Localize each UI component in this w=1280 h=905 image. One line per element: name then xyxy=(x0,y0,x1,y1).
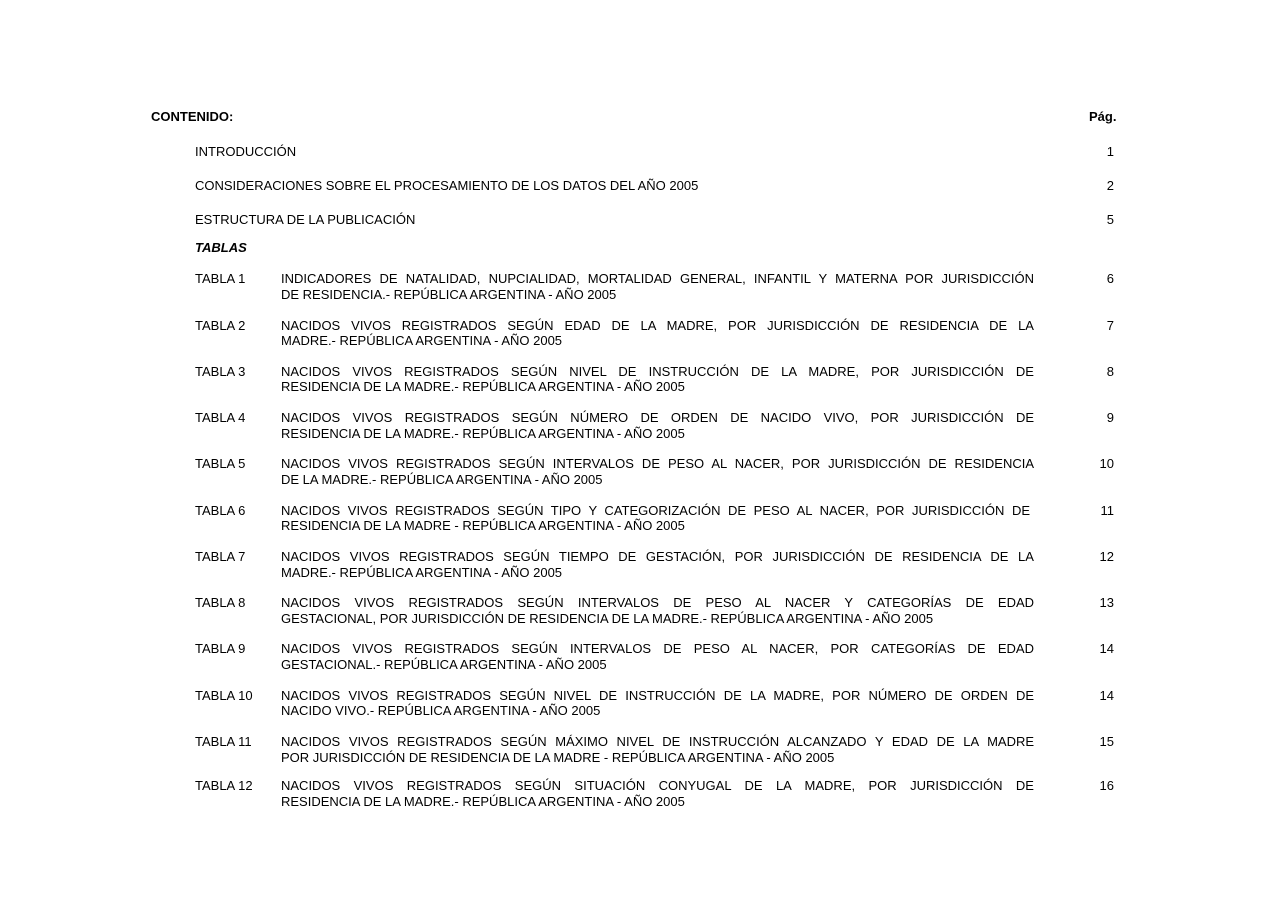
table-label: TABLA 1 xyxy=(195,271,246,286)
table-page: 13 xyxy=(1099,595,1114,610)
table-title-line2: DE RESIDENCIA.- REPÚBLICA ARGENTINA - AÑO 2005 xyxy=(281,287,617,302)
tables-heading: TABLAS xyxy=(195,240,247,255)
table-label: TABLA 4 xyxy=(195,410,246,425)
table-title-line1: NACIDOS VIVOS REGISTRADOS SEGÚN NÚMERO DE ORDEN DE NACIDO VIVO, POR JURISDICCIÓN DE xyxy=(281,410,1035,425)
toc-entry-introduccion: INTRODUCCIÓN xyxy=(195,144,297,159)
table-page: 14 xyxy=(1099,688,1114,703)
table-title-line2: RESIDENCIA DE LA MADRE.- REPÚBLICA ARGENTINA - AÑO 2005 xyxy=(281,426,685,441)
table-label: TABLA 11 xyxy=(195,734,252,749)
table-title-line2: GESTACIONAL.- REPÚBLICA ARGENTINA - AÑO 2005 xyxy=(281,657,607,672)
contents-heading: CONTENIDO: xyxy=(151,109,234,124)
table-title-line2: MADRE.- REPÚBLICA ARGENTINA - AÑO 2005 xyxy=(281,333,563,348)
table-title-line1: INDICADORES DE NATALIDAD, NUPCIALIDAD, MORTALIDAD GENERAL, INFANTIL Y MATERNA POR JURISDICCIÓN xyxy=(281,271,1034,286)
table-label: TABLA 10 xyxy=(195,688,253,703)
table-title-line2: NACIDO VIVO.- REPÚBLICA ARGENTINA - AÑO 2005 xyxy=(281,703,601,718)
table-page: 15 xyxy=(1099,734,1114,749)
table-title-line1: NACIDOS VIVOS REGISTRADOS SEGÚN INTERVALOS DE PESO AL NACER, POR JURISDICCIÓN DE RESIDENCIA xyxy=(281,456,1035,471)
table-title-line2: RESIDENCIA DE LA MADRE - REPÚBLICA ARGENTINA - AÑO 2005 xyxy=(281,518,685,533)
table-page: 11 xyxy=(1100,503,1114,518)
table-title-line1: NACIDOS VIVOS REGISTRADOS SEGÚN EDAD DE LA MADRE, POR JURISDICCIÓN DE RESIDENCIA DE LA xyxy=(281,318,1034,333)
table-title-line2: RESIDENCIA DE LA MADRE.- REPÚBLICA ARGENTINA - AÑO 2005 xyxy=(281,794,685,809)
table-title-line1: NACIDOS VIVOS REGISTRADOS SEGÚN NIVEL DE INSTRUCCIÓN DE LA MADRE, POR JURISDICCIÓN DE xyxy=(281,364,1034,379)
toc-entry-page: 1 xyxy=(1106,144,1114,159)
table-page: 14 xyxy=(1099,641,1114,656)
table-page: 8 xyxy=(1106,364,1114,379)
page-column-heading: Pág. xyxy=(1089,109,1117,124)
table-label: TABLA 8 xyxy=(195,595,246,610)
table-label: TABLA 9 xyxy=(195,641,246,656)
table-page: 7 xyxy=(1106,318,1114,333)
table-title-line2: DE LA MADRE.- REPÚBLICA ARGENTINA - AÑO 2005 xyxy=(281,472,603,487)
table-label: TABLA 7 xyxy=(195,549,246,564)
table-title-line1: NACIDOS VIVOS REGISTRADOS SEGÚN MÁXIMO NIVEL DE INSTRUCCIÓN ALCANZADO Y EDAD DE LA MADRE xyxy=(281,734,1035,749)
table-page: 10 xyxy=(1099,456,1114,471)
table-page: 16 xyxy=(1099,778,1114,793)
table-title-line2: MADRE.- REPÚBLICA ARGENTINA - AÑO 2005 xyxy=(281,565,563,580)
table-label: TABLA 5 xyxy=(195,456,246,471)
table-label: TABLA 3 xyxy=(195,364,246,379)
table-label: TABLA 2 xyxy=(195,318,246,333)
table-title-line2: GESTACIONAL, POR JURISDICCIÓN DE RESIDENCIA DE LA MADRE.- REPÚBLICA ARGENTINA - AÑO 2005 xyxy=(281,611,934,626)
table-title-line1: NACIDOS VIVOS REGISTRADOS SEGÚN INTERVALOS DE PESO AL NACER Y CATEGORÍAS DE EDAD xyxy=(281,595,1035,610)
table-title-line1: NACIDOS VIVOS REGISTRADOS SEGÚN INTERVALOS DE PESO AL NACER, POR CATEGORÍAS DE EDAD xyxy=(281,641,1034,656)
table-label: TABLA 12 xyxy=(195,778,253,793)
table-page: 9 xyxy=(1106,410,1114,425)
table-title-line2: POR JURISDICCIÓN DE RESIDENCIA DE LA MADRE - REPÚBLICA ARGENTINA - AÑO 2005 xyxy=(281,750,835,765)
toc-entry-estructura: ESTRUCTURA DE LA PUBLICACIÓN xyxy=(195,212,416,227)
toc-entry-page: 5 xyxy=(1106,212,1114,227)
toc-entry-consideraciones: CONSIDERACIONES SOBRE EL PROCESAMIENTO DE LOS DATOS DEL AÑO 2005 xyxy=(195,178,699,193)
table-label: TABLA 6 xyxy=(195,503,246,518)
table-title-line1: NACIDOS VIVOS REGISTRADOS SEGÚN TIPO Y CATEGORIZACIÓN DE PESO AL NACER, POR JURISDICCIÓN DE xyxy=(281,503,1031,518)
table-page: 12 xyxy=(1099,549,1114,564)
table-title-line1: NACIDOS VIVOS REGISTRADOS SEGÚN TIEMPO DE GESTACIÓN, POR JURISDICCIÓN DE RESIDENCIA DE LA xyxy=(281,549,1034,564)
table-page: 6 xyxy=(1106,271,1114,286)
table-title-line1: NACIDOS VIVOS REGISTRADOS SEGÚN SITUACIÓN CONYUGAL DE LA MADRE, POR JURISDICCIÓN DE xyxy=(281,778,1034,793)
toc-entry-page: 2 xyxy=(1106,178,1114,193)
table-title-line2: RESIDENCIA DE LA MADRE.- REPÚBLICA ARGENTINA - AÑO 2005 xyxy=(281,379,685,394)
table-title-line1: NACIDOS VIVOS REGISTRADOS SEGÚN NIVEL DE INSTRUCCIÓN DE LA MADRE, POR NÚMERO DE ORDEN DE xyxy=(281,688,1035,703)
